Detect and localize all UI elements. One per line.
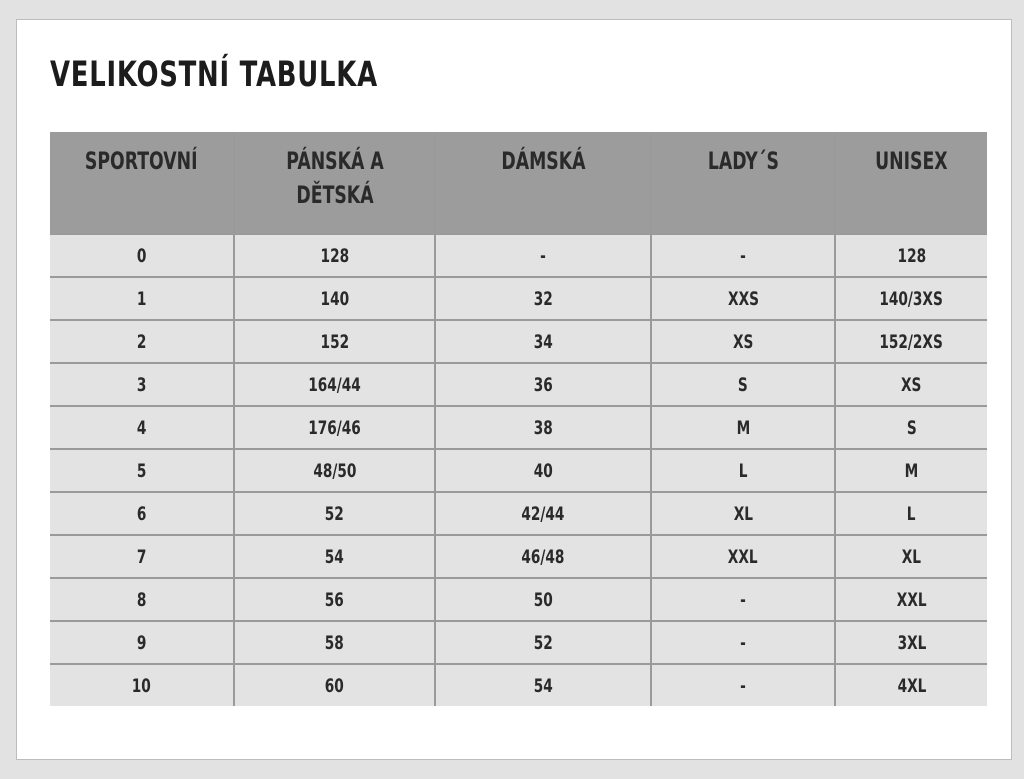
table-cell-damska: 54 (435, 664, 651, 706)
table-cell-panska-a-detska: 54 (234, 535, 435, 578)
table-cell-damska: 40 (435, 449, 651, 492)
table-cell-unisex: 4XL (835, 664, 987, 706)
table-row (50, 449, 987, 492)
table-cell-unisex: S (835, 406, 987, 449)
table-cell-ladys: XXL (651, 535, 835, 578)
table-cell-sportovni: 9 (50, 621, 234, 664)
table-body (50, 234, 987, 706)
table-cell-ladys: M (651, 406, 835, 449)
table-cell-unisex: 128 (835, 234, 987, 277)
table-cell-ladys: XS (651, 320, 835, 363)
table-cell-sportovni: 3 (50, 363, 234, 406)
table-row (50, 664, 987, 706)
header-cell-panska-a-detska: PÁNSKÁ A DĚTSKÁ (234, 132, 435, 234)
table-cell-sportovni: 6 (50, 492, 234, 535)
table-cell-ladys: XL (651, 492, 835, 535)
table-cell-sportovni: 0 (50, 234, 234, 277)
table-row (50, 578, 987, 621)
table-cell-sportovni: 10 (50, 664, 234, 706)
size-chart-card (16, 19, 1012, 760)
table-cell-unisex: 152/2XS (835, 320, 987, 363)
table-cell-damska: 36 (435, 363, 651, 406)
table-cell-damska: - (435, 234, 651, 277)
table-cell-panska-a-detska: 58 (234, 621, 435, 664)
table-row (50, 535, 987, 578)
header-cell-damska: DÁMSKÁ (435, 132, 651, 234)
header-cell-sportovni: SPORTOVNÍ (50, 132, 234, 234)
table-cell-unisex: 3XL (835, 621, 987, 664)
table-cell-unisex: 140/3XS (835, 277, 987, 320)
table-cell-sportovni: 7 (50, 535, 234, 578)
size-table (50, 132, 987, 706)
table-cell-ladys: L (651, 449, 835, 492)
table-cell-damska: 42/44 (435, 492, 651, 535)
table-row (50, 621, 987, 664)
table-row (50, 492, 987, 535)
table-cell-panska-a-detska: 48/50 (234, 449, 435, 492)
page-title: VELIKOSTNÍ TABULKA (50, 55, 378, 95)
table-cell-ladys: - (651, 664, 835, 706)
table-cell-damska: 46/48 (435, 535, 651, 578)
table-cell-unisex: XXL (835, 578, 987, 621)
table-cell-damska: 32 (435, 277, 651, 320)
table-cell-sportovni: 1 (50, 277, 234, 320)
table-cell-panska-a-detska: 164/44 (234, 363, 435, 406)
table-cell-damska: 38 (435, 406, 651, 449)
table-cell-sportovni: 8 (50, 578, 234, 621)
table-cell-sportovni: 5 (50, 449, 234, 492)
table-row (50, 406, 987, 449)
table-cell-unisex: M (835, 449, 987, 492)
table-cell-unisex: XS (835, 363, 987, 406)
table-cell-damska: 52 (435, 621, 651, 664)
table-cell-damska: 50 (435, 578, 651, 621)
table-row (50, 363, 987, 406)
table-cell-panska-a-detska: 176/46 (234, 406, 435, 449)
table-cell-panska-a-detska: 152 (234, 320, 435, 363)
table-cell-damska: 34 (435, 320, 651, 363)
table-cell-sportovni: 4 (50, 406, 234, 449)
table-cell-panska-a-detska: 140 (234, 277, 435, 320)
table-cell-ladys: XXS (651, 277, 835, 320)
table-cell-panska-a-detska: 56 (234, 578, 435, 621)
table-cell-unisex: L (835, 492, 987, 535)
table-row (50, 234, 987, 277)
header-cell-unisex: UNISEX (835, 132, 987, 234)
table-cell-unisex: XL (835, 535, 987, 578)
table-row (50, 277, 987, 320)
table-cell-ladys: S (651, 363, 835, 406)
table-cell-panska-a-detska: 128 (234, 234, 435, 277)
header-cell-ladys: LADY´S (651, 132, 835, 234)
table-cell-ladys: - (651, 621, 835, 664)
table-cell-sportovni: 2 (50, 320, 234, 363)
table-cell-ladys: - (651, 578, 835, 621)
table-cell-ladys: - (651, 234, 835, 277)
table-cell-panska-a-detska: 60 (234, 664, 435, 706)
table-cell-panska-a-detska: 52 (234, 492, 435, 535)
table-header-row (50, 132, 987, 234)
table-row (50, 320, 987, 363)
